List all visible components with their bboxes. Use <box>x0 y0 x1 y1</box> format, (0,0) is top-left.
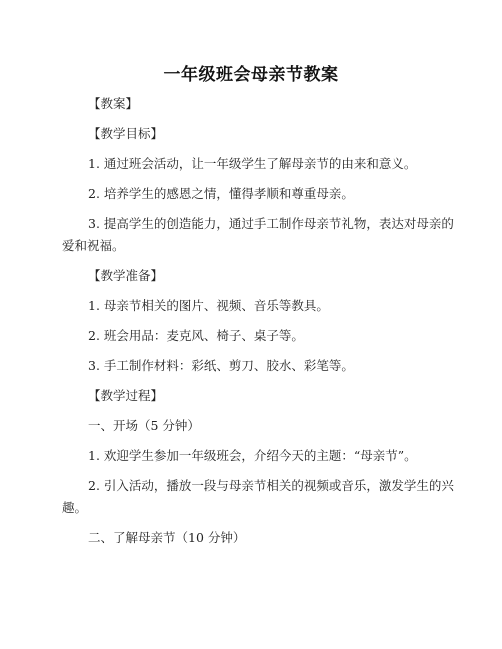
preparation-item-3: 3. 手工制作材料：彩纸、剪刀、胶水、彩笔等。 <box>88 358 354 373</box>
process-step-opening: 一、开场（5 分钟） <box>88 418 200 433</box>
preparation-item-2: 2. 班会用品：麦克风、椅子、桌子等。 <box>88 328 304 343</box>
objective-item-2: 2. 培养学生的感恩之情，懂得孝顺和尊重母亲。 <box>88 186 354 201</box>
objective-item-3-continued: 爱和祝福。 <box>62 238 125 253</box>
opening-item-2-continued: 趣。 <box>62 500 88 515</box>
document-title: 一年级班会母亲节教案 <box>163 65 339 85</box>
opening-item-2: 2. 引入活动，播放一段与母亲节相关的视频或音乐，激发学生的兴 <box>88 478 454 493</box>
process-step-understanding: 二、了解母亲节（10 分钟） <box>88 530 246 545</box>
preparation-item-1: 1. 母亲节相关的图片、视频、音乐等教具。 <box>88 298 329 313</box>
section-heading-preparation: 【教学准备】 <box>88 268 164 283</box>
opening-item-1: 1. 欢迎学生参加一年级班会，介绍今天的主题：“母亲节”。 <box>88 448 417 463</box>
section-heading-process: 【教学过程】 <box>88 388 164 403</box>
section-heading-objectives: 【教学目标】 <box>88 126 164 141</box>
objective-item-3: 3. 提高学生的创造能力，通过手工制作母亲节礼物，表达对母亲的 <box>88 216 454 231</box>
section-heading-lesson-plan: 【教案】 <box>88 96 139 111</box>
objective-item-1: 1. 通过班会活动，让一年级学生了解母亲节的由来和意义。 <box>88 156 417 171</box>
